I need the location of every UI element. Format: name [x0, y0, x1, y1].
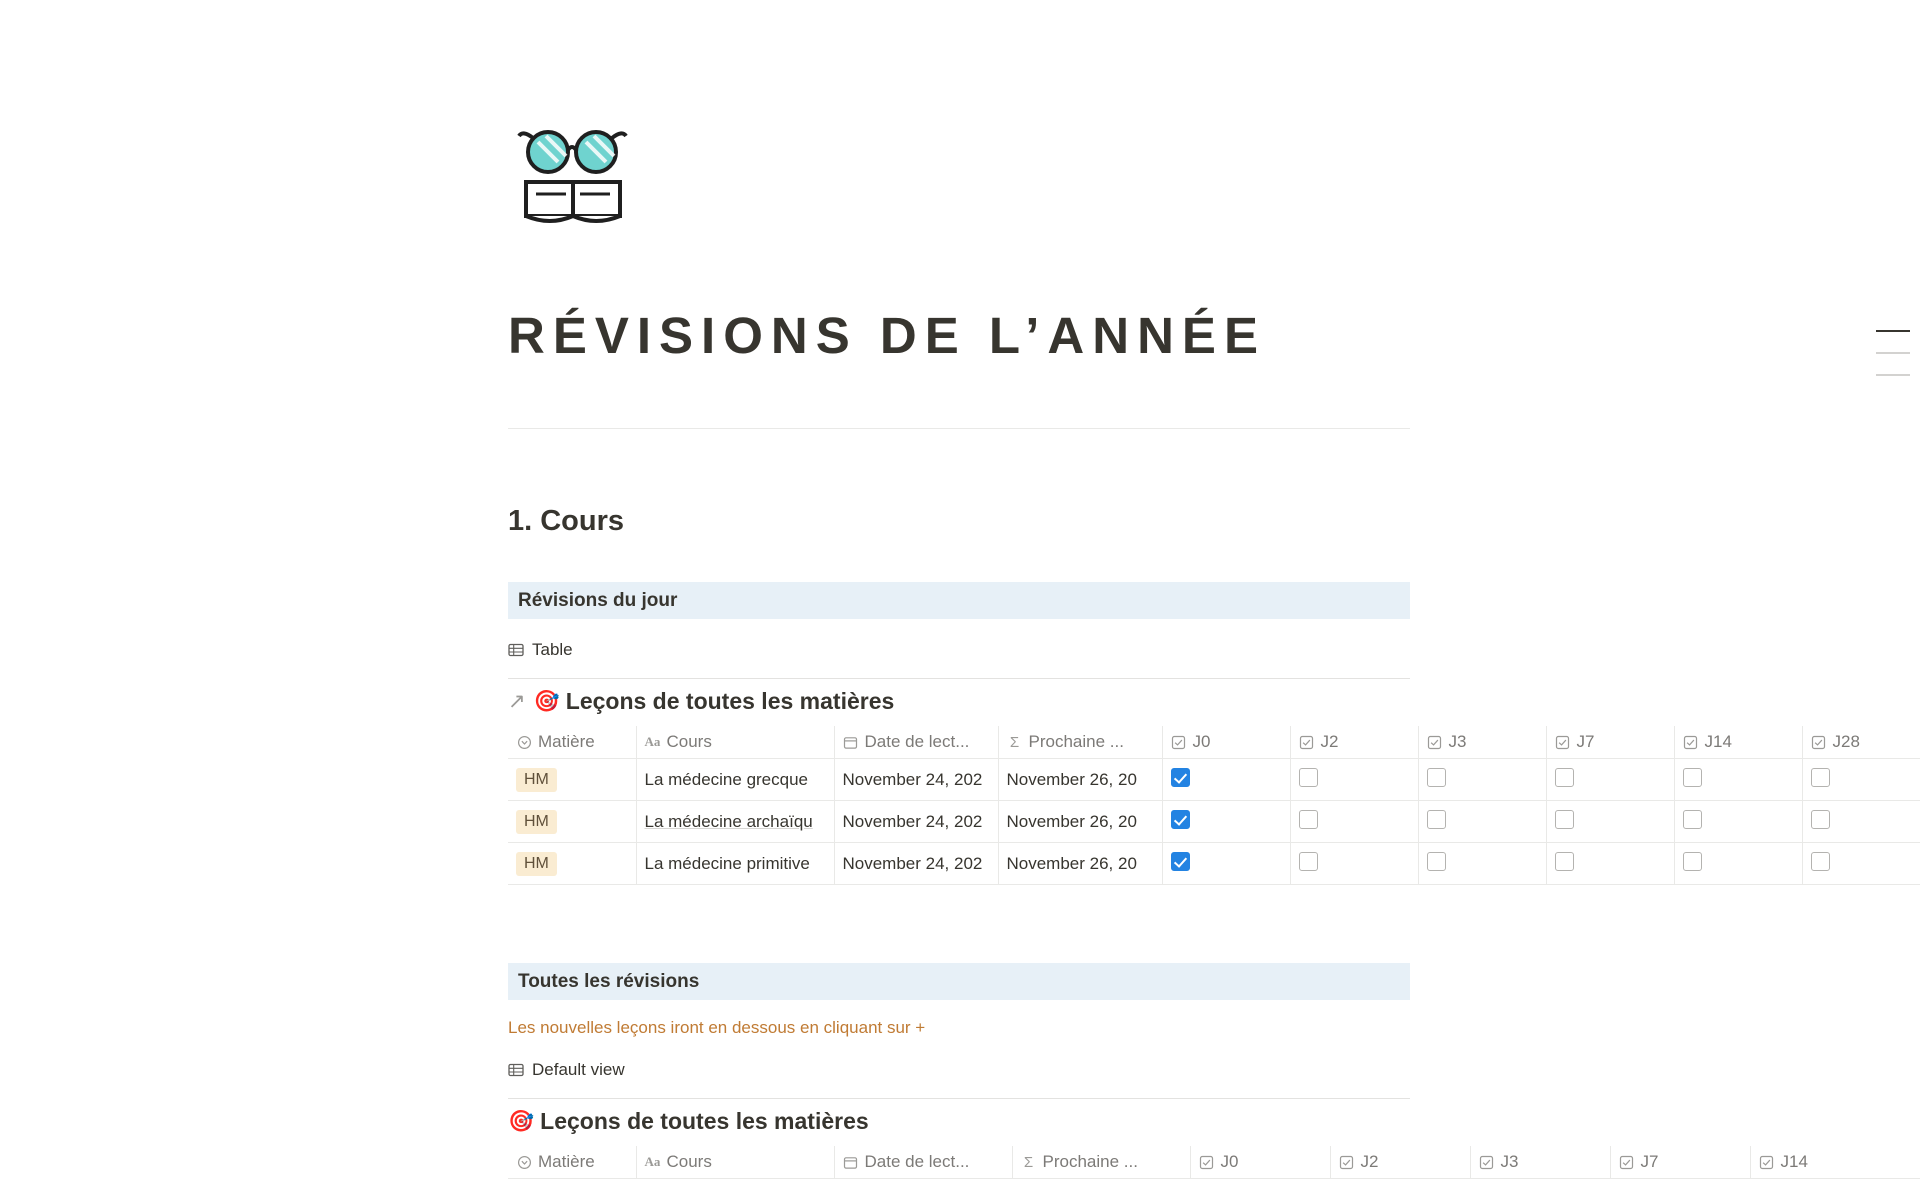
cell-j0[interactable]: [1162, 759, 1290, 801]
cell-j0[interactable]: [1162, 843, 1290, 885]
checkbox-j3[interactable]: [1427, 852, 1446, 871]
checkbox-icon: [1759, 1154, 1775, 1170]
checkbox-j7[interactable]: [1555, 852, 1574, 871]
cell-j14[interactable]: [1674, 843, 1802, 885]
column-header-j28[interactable]: [1802, 726, 1920, 759]
cell-matiere[interactable]: [508, 801, 636, 843]
page-title: RÉVISIONS DE L’ANNÉE: [508, 307, 1266, 364]
cell-j7[interactable]: [1546, 843, 1674, 885]
column-header-prochaine-label: Prochaine ...: [1042, 1152, 1138, 1171]
date-icon: [843, 1154, 859, 1170]
cell-cours[interactable]: La médecine grecque: [636, 759, 834, 801]
column-header-j3-label: J3: [1500, 1152, 1519, 1171]
column-header-matiere-label: Matière: [538, 732, 595, 751]
title-divider: [508, 428, 1410, 429]
column-header-j3-label: J3: [1448, 732, 1467, 751]
column-header-j0[interactable]: [1190, 1146, 1330, 1179]
view-tab-table-label: Table: [532, 640, 573, 659]
column-header-j28-label: J28: [1832, 732, 1860, 751]
formula-sigma-icon: Σ: [1009, 733, 1020, 751]
view-tab-table[interactable]: [508, 640, 573, 668]
cell-j28[interactable]: [1802, 759, 1920, 801]
cell-j14[interactable]: [1674, 759, 1802, 801]
checkbox-j14[interactable]: [1683, 768, 1702, 787]
column-header-j3[interactable]: [1470, 1146, 1610, 1179]
select-icon: [516, 1154, 532, 1170]
column-header-matiere-label: Matière: [538, 1152, 595, 1171]
title-aa-icon: Aa: [644, 734, 661, 749]
column-header-cours[interactable]: [636, 1146, 834, 1179]
scroll-mark-3: [1876, 374, 1910, 376]
band-toutes-les-revisions: [508, 963, 1410, 1000]
table-revisions-du-jour[interactable]: [508, 726, 1920, 885]
checkbox-j2[interactable]: [1299, 768, 1318, 787]
checkbox-icon: [1427, 734, 1443, 750]
view-tab-default-view-label: Default view: [532, 1060, 625, 1079]
checkbox-icon: [1339, 1154, 1355, 1170]
table-row[interactable]: [508, 843, 1920, 885]
column-header-j2-label: J2: [1360, 1152, 1379, 1171]
column-header-date-label: Date de lect...: [864, 732, 970, 751]
title-aa-icon: Aa: [644, 1154, 661, 1169]
formula-sigma-icon: Σ: [1023, 1153, 1034, 1171]
checkbox-j28[interactable]: [1811, 852, 1830, 871]
cell-matiere[interactable]: [508, 759, 636, 801]
column-header-matiere[interactable]: [508, 1146, 636, 1179]
scroll-mark-2: [1876, 352, 1910, 354]
database-title-2[interactable]: [508, 1108, 869, 1135]
scroll-indicator[interactable]: [1876, 330, 1910, 396]
database-title-1[interactable]: [508, 688, 894, 715]
view-tab-divider-1: [508, 678, 1410, 679]
checkbox-j28[interactable]: [1811, 810, 1830, 829]
band-revisions-du-jour: [508, 582, 1410, 619]
column-header-j7-label: J7: [1640, 1152, 1659, 1171]
table-grid-icon: [508, 642, 524, 658]
date-icon: [843, 734, 859, 750]
cell-prochaine: November 26, 20: [998, 843, 1162, 885]
table-grid-icon: [508, 1062, 524, 1078]
column-header-j0-label: J0: [1220, 1152, 1239, 1171]
cell-j2[interactable]: [1290, 759, 1418, 801]
checkbox-j2[interactable]: [1299, 810, 1318, 829]
checkbox-j28[interactable]: [1811, 768, 1830, 787]
status-badge: HM: [516, 768, 557, 792]
note-new-lessons: Les nouvelles leçons iront en dessous en cliquant sur +: [508, 1018, 926, 1037]
checkbox-icon: [1199, 1154, 1215, 1170]
cell-prochaine: November 26, 20: [998, 801, 1162, 843]
checkbox-icon: [1619, 1154, 1635, 1170]
checkbox-icon: [1479, 1154, 1495, 1170]
cell-j3[interactable]: [1418, 801, 1546, 843]
column-header-date[interactable]: [834, 1146, 1012, 1179]
checkbox-j14[interactable]: [1683, 852, 1702, 871]
cell-j0[interactable]: [1162, 801, 1290, 843]
checkbox-j0[interactable]: [1171, 852, 1190, 871]
column-header-j3[interactable]: [1418, 726, 1546, 759]
column-header-matiere[interactable]: [508, 726, 636, 759]
checkbox-j14[interactable]: [1683, 810, 1702, 829]
checkbox-icon: [1299, 734, 1315, 750]
checkbox-j3[interactable]: [1427, 810, 1446, 829]
table-header-row: [508, 726, 1920, 759]
cell-j2[interactable]: [1290, 801, 1418, 843]
column-header-j2[interactable]: [1330, 1146, 1470, 1179]
table-header-row: [508, 1146, 1920, 1179]
cell-cours[interactable]: La médecine archaïqu: [636, 801, 834, 843]
column-header-j2[interactable]: [1290, 726, 1418, 759]
band-revisions-du-jour-label: Révisions du jour: [518, 589, 678, 611]
column-header-j14[interactable]: [1750, 1146, 1920, 1179]
column-header-j14-label: J14: [1780, 1152, 1808, 1171]
column-header-cours-label: Cours: [666, 732, 712, 751]
column-header-date-label: Date de lect...: [864, 1152, 970, 1171]
column-header-j0[interactable]: [1162, 726, 1290, 759]
cell-j3[interactable]: [1418, 843, 1546, 885]
column-header-cours[interactable]: [636, 726, 834, 759]
database-title-2-label: Leçons de toutes les matières: [540, 1108, 869, 1134]
table-row[interactable]: [508, 801, 1920, 843]
column-header-j14-label: J14: [1704, 732, 1732, 751]
cell-date[interactable]: November 24, 202: [834, 843, 998, 885]
band-toutes-les-revisions-label: Toutes les révisions: [518, 970, 700, 992]
column-header-cours-label: Cours: [666, 1152, 712, 1171]
glasses-book-icon[interactable]: [508, 120, 638, 230]
view-tab-default-view[interactable]: [508, 1060, 625, 1088]
checkbox-j3[interactable]: [1427, 768, 1446, 787]
checkbox-icon: [1683, 734, 1699, 750]
checkbox-j7[interactable]: [1555, 810, 1574, 829]
checkbox-j2[interactable]: [1299, 852, 1318, 871]
cell-j14[interactable]: [1674, 801, 1802, 843]
column-header-prochaine[interactable]: [1012, 1146, 1190, 1179]
cell-j3[interactable]: [1418, 759, 1546, 801]
scroll-mark-1: [1876, 330, 1910, 332]
target-emoji-icon: 🎯: [508, 1109, 535, 1133]
checkbox-j7[interactable]: [1555, 768, 1574, 787]
target-emoji-icon: 🎯: [533, 689, 560, 713]
cell-prochaine: November 26, 20: [998, 759, 1162, 801]
column-header-j2-label: J2: [1320, 732, 1339, 751]
status-badge: HM: [516, 852, 557, 876]
checkbox-icon: [1811, 734, 1827, 750]
cell-j7[interactable]: [1546, 801, 1674, 843]
checkbox-icon: [1171, 734, 1187, 750]
select-icon: [516, 734, 532, 750]
column-header-prochaine-label: Prochaine ...: [1028, 732, 1124, 751]
status-badge: HM: [516, 810, 557, 834]
open-external-arrow-icon[interactable]: ↗: [508, 690, 526, 713]
cell-j28[interactable]: [1802, 801, 1920, 843]
cell-j28[interactable]: [1802, 843, 1920, 885]
database-title-1-label: Leçons de toutes les matières: [565, 688, 895, 714]
checkbox-j0[interactable]: [1171, 810, 1190, 829]
cell-cours[interactable]: La médecine primitive: [636, 843, 834, 885]
column-header-j7-label: J7: [1576, 732, 1595, 751]
column-header-j7[interactable]: [1610, 1146, 1750, 1179]
column-header-prochaine[interactable]: [998, 726, 1162, 759]
table-row[interactable]: [508, 759, 1920, 801]
checkbox-icon: [1555, 734, 1571, 750]
checkbox-j0[interactable]: [1171, 768, 1190, 787]
cell-j7[interactable]: [1546, 759, 1674, 801]
cell-j2[interactable]: [1290, 843, 1418, 885]
column-header-j7[interactable]: [1546, 726, 1674, 759]
view-tab-divider-2: [508, 1098, 1410, 1099]
cell-date[interactable]: November 24, 202: [834, 759, 998, 801]
cell-matiere[interactable]: [508, 843, 636, 885]
section-heading-cours: 1. Cours: [508, 505, 625, 537]
column-header-j14[interactable]: [1674, 726, 1802, 759]
column-header-date[interactable]: [834, 726, 998, 759]
column-header-j0-label: J0: [1192, 732, 1211, 751]
table-toutes-les-revisions[interactable]: [508, 1146, 1920, 1179]
cell-date[interactable]: November 24, 202: [834, 801, 998, 843]
